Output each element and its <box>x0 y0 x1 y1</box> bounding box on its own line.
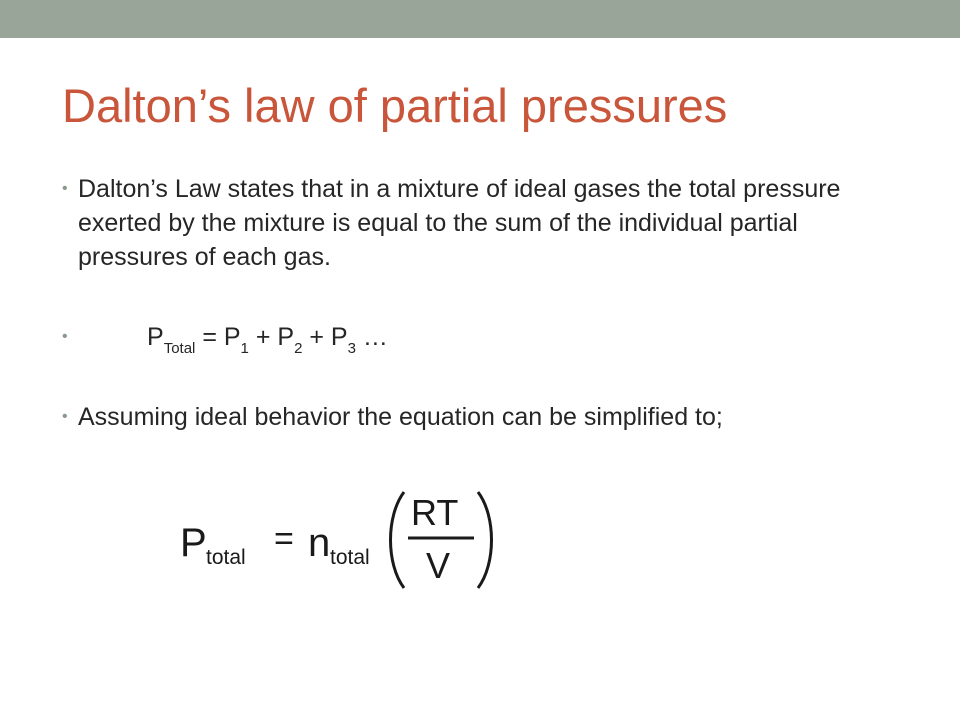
eq-n-sub: total <box>330 546 370 569</box>
formula-sub-total: Total <box>163 340 196 357</box>
bullet-formula <box>62 320 882 357</box>
eq-p: P <box>180 521 207 565</box>
slide-title: Dalton’s law of partial pressures <box>62 79 728 132</box>
bullet-daltons-law <box>62 172 882 274</box>
equation-graphic <box>178 478 508 590</box>
formula-sub-3: 3 <box>347 340 356 357</box>
bullet-marker: • <box>62 328 68 345</box>
bullet-text: Dalton’s Law states that in a mixture of ideal gases the total pressure exerted by the mixture is equal to the sum of the individual partial pressures of each gas. <box>78 175 841 271</box>
bullet-list <box>62 172 882 434</box>
ideal-gas-total-pressure-equation <box>178 478 508 590</box>
bullet-marker: • <box>62 180 68 197</box>
top-accent-bar <box>0 0 960 38</box>
bullet-ideal-behavior <box>62 400 882 434</box>
formula-ellipsis: … <box>355 323 388 351</box>
formula-p: P <box>147 323 164 351</box>
eq-denominator: V <box>426 545 451 586</box>
partial-pressure-formula <box>147 320 388 357</box>
formula-sub-1: 1 <box>240 340 249 357</box>
formula-plus-p: + P <box>248 323 295 351</box>
bullet-text: Assuming ideal behavior the equation can be simplified to; <box>78 403 723 431</box>
formula-sub-2: 2 <box>294 340 303 357</box>
eq-numerator: RT <box>411 492 459 533</box>
eq-equals: = <box>274 520 294 558</box>
bullet-marker: • <box>62 408 68 425</box>
left-paren <box>391 492 405 588</box>
formula-equals-p: = P <box>195 323 241 351</box>
formula-plus-p: + P <box>302 323 348 351</box>
right-paren <box>478 492 492 588</box>
eq-p-sub: total <box>206 546 246 569</box>
eq-n: n <box>308 521 331 565</box>
